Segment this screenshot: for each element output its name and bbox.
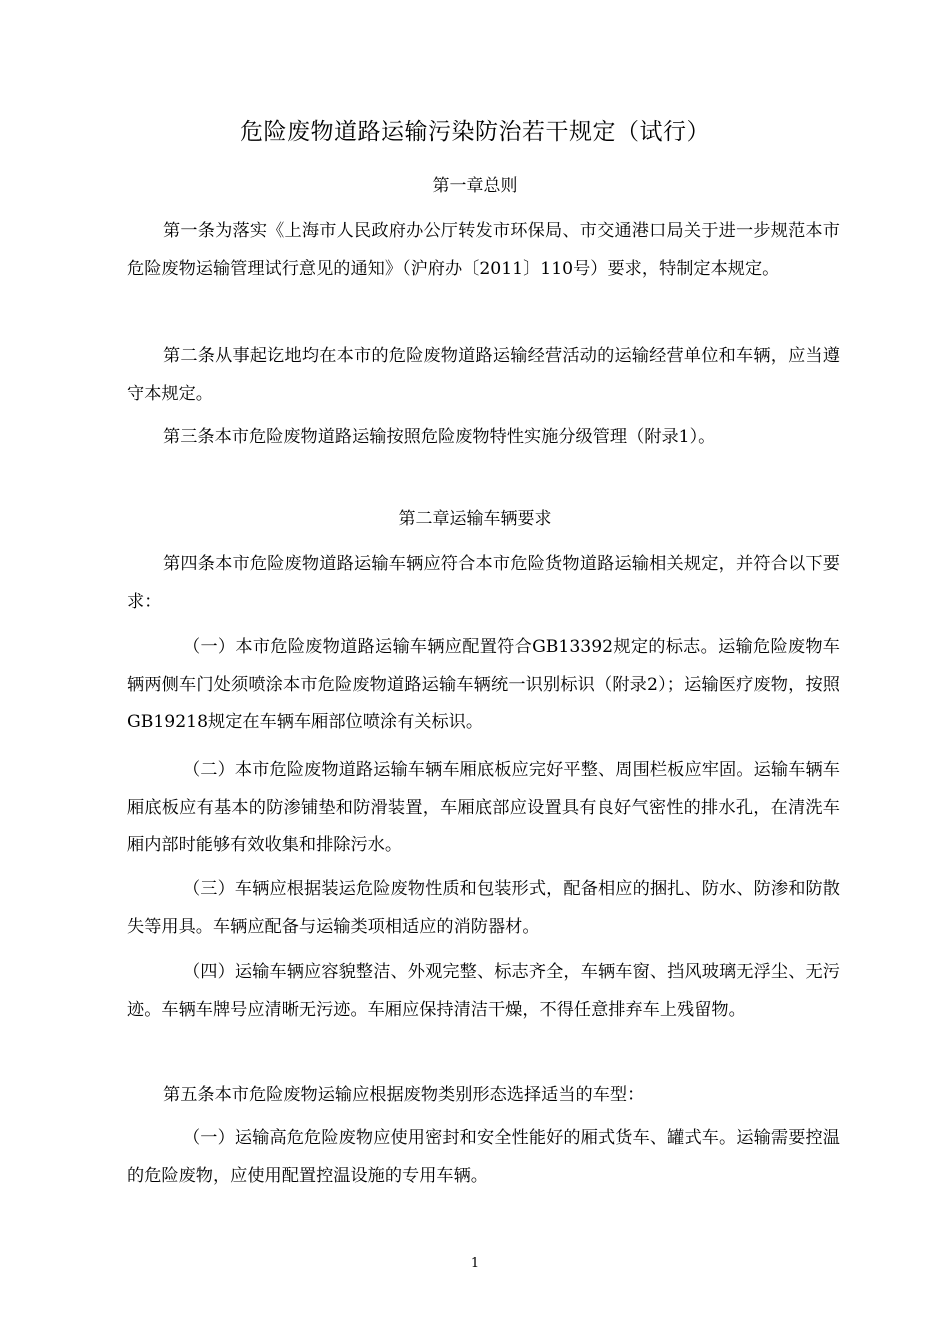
page-number: 1 (470, 1256, 480, 1271)
article-4-item-1: （一）本市危险废物道路运输车辆应配置符合GB13392规定的标志。运输危险废物车辆两侧车门处须喷涂本市危险废物道路运输车辆统一识别标识（附录2）；运输医疗废物，按照GB19218规定在车辆车厢部位喷涂有关标识。 (127, 637, 840, 732)
article-4: 第四条本市危险废物道路运输车辆应符合本市危险货物道路运输相关规定，并符合以下要求： (127, 554, 840, 612)
article-4-item-2: （二）本市危险废物道路运输车辆车厢底板应完好平整、周围栏板应牢固。运输车辆车厢底板应有基本的防渗铺垫和防滑装置，车厢底部应设置具有良好气密性的排水孔，在清洗车厢内部时能够有效收集和排除污水。 (127, 760, 840, 855)
document-title: 危险废物道路运输污染防治若干规定（试行） (240, 119, 710, 145)
article-4-item-4: （四）运输车辆应容貌整洁、外观完整、标志齐全，车辆车窗、挡风玻璃无浮尘、无污迹。车辆车牌号应清晰无污迹。车厢应保持清洁干燥，不得任意排弃车上残留物。 (127, 962, 840, 1020)
article-1: 第一条为落实《上海市人民政府办公厅转发市环保局、市交通港口局关于进一步规范本市危险废物运输管理试行意见的通知》（沪府办〔2011〕110号）要求，特制定本规定。 (127, 221, 840, 279)
chapter-heading-1: 第一章总则 (432, 176, 518, 196)
article-2: 第二条从事起讫地均在本市的危险废物道路运输经营活动的运输经营单位和车辆，应当遵守本规定。 (127, 346, 840, 404)
article-5-item-1: （一）运输高危危险废物应使用密封和安全性能好的厢式货车、罐式车。运输需要控温的危险废物，应使用配置控温设施的专用车辆。 (127, 1128, 840, 1186)
article-5: 第五条本市危险废物运输应根据废物类别形态选择适当的车型： (163, 1085, 645, 1105)
chapter-heading-2: 第二章运输车辆要求 (398, 509, 552, 529)
article-4-item-3: （三）车辆应根据装运危险废物性质和包装形式，配备相应的捆扎、防水、防渗和防散失等用具。车辆应配备与运输类项相适应的消防器材。 (127, 879, 840, 937)
article-3: 第三条本市危险废物道路运输按照危险废物特性实施分级管理（附录1）。 (163, 427, 716, 447)
